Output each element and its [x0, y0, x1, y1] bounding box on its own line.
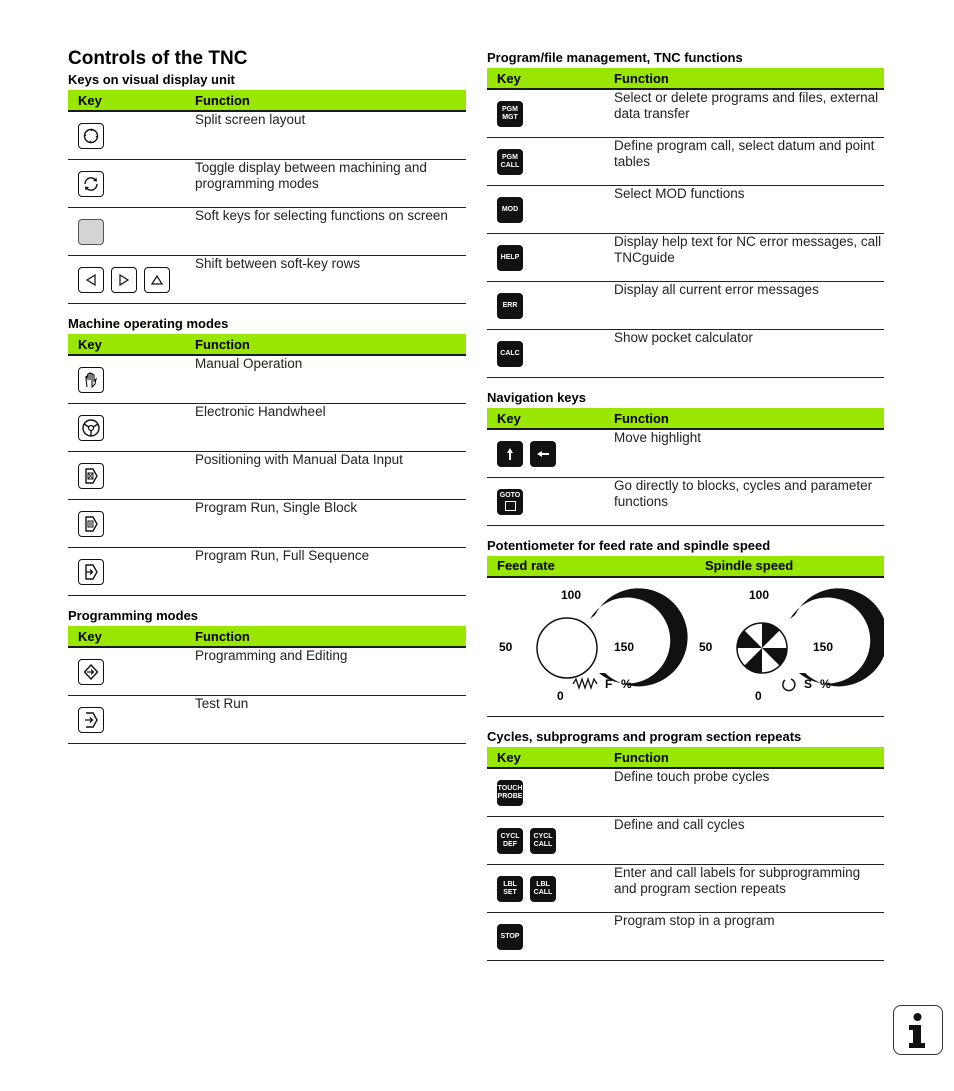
- cursor-left-icon[interactable]: [530, 441, 556, 467]
- function-text: Toggle display between machining and programming modes: [195, 160, 466, 208]
- table-row: [68, 696, 466, 744]
- key-label-line: CALL: [500, 161, 520, 169]
- section-title-program-mgmt: Program/file management, TNC functions: [487, 50, 743, 65]
- function-text: Go directly to blocks, cycles and parameter functions: [614, 478, 884, 526]
- potentiometer-header: [487, 556, 884, 578]
- pgm-mgt-key[interactable]: [497, 101, 523, 127]
- table-row: [68, 452, 466, 500]
- key-label-line: MGT: [502, 113, 518, 121]
- right-column: [487, 48, 884, 961]
- function-text: Programming and Editing: [195, 647, 466, 696]
- table-row: [68, 647, 466, 696]
- table-programming-modes: [68, 626, 466, 744]
- function-text: Display all current error messages: [614, 282, 884, 330]
- spindle-scale-100: 100: [749, 588, 770, 602]
- table-row: [68, 548, 466, 596]
- feed-scale-100: 100: [561, 588, 582, 602]
- header-key: Key: [487, 408, 614, 429]
- table-row: [68, 404, 466, 452]
- key-label: [533, 833, 552, 849]
- header-key: Key: [487, 68, 614, 89]
- table-row: [68, 256, 466, 304]
- function-text: Program stop in a program: [614, 913, 884, 961]
- function-text: Split screen layout: [195, 111, 466, 160]
- page-title: Controls of the TNC: [68, 48, 248, 69]
- key-label-line: DEF: [503, 840, 517, 848]
- key-label: [501, 254, 520, 262]
- section-title-programming-modes: Programming modes: [68, 608, 199, 623]
- table-row: [487, 768, 884, 817]
- feed-rate-dial[interactable]: [537, 588, 688, 686]
- key-label-line: LBL: [503, 880, 517, 888]
- key-label-line: PGM: [502, 153, 518, 161]
- full-sequence-icon[interactable]: [78, 559, 104, 585]
- table-row: [68, 355, 466, 404]
- goto-key-label: GOTO: [499, 492, 521, 499]
- function-text: Show pocket calculator: [614, 330, 884, 378]
- header-key: Key: [68, 334, 195, 355]
- table-row: [68, 111, 466, 160]
- cycl-call-key[interactable]: [530, 828, 556, 854]
- spindle-percent: %: [820, 677, 831, 691]
- table-program-mgmt: [487, 68, 884, 378]
- spindle-speed-dial[interactable]: [737, 588, 884, 686]
- handwheel-icon[interactable]: [78, 415, 104, 441]
- programming-editing-icon[interactable]: [78, 659, 104, 685]
- feed-letter: F: [605, 677, 613, 691]
- header-function: Function: [614, 747, 884, 768]
- lbl-call-key[interactable]: [530, 876, 556, 902]
- table-row: [487, 234, 884, 282]
- key-label-line: TOUCH: [497, 784, 523, 792]
- goto-box-icon: [505, 501, 516, 511]
- arrow-up-icon[interactable]: [144, 267, 170, 293]
- manual-operation-icon[interactable]: [78, 367, 104, 393]
- table-row: [487, 186, 884, 234]
- feed-scale-0: 0: [557, 689, 564, 703]
- function-text: Shift between soft-key rows: [195, 256, 466, 304]
- function-text: Define touch probe cycles: [614, 768, 884, 817]
- function-text: Select MOD functions: [614, 186, 884, 234]
- table-row: [487, 429, 884, 478]
- header-function: Function: [195, 90, 466, 111]
- mdi-icon[interactable]: [78, 463, 104, 489]
- feed-percent: %: [621, 677, 632, 691]
- calc-key[interactable]: [497, 341, 523, 367]
- feed-rate-header: Feed rate: [497, 558, 555, 573]
- key-label: [534, 881, 553, 897]
- function-text: Define and call cycles: [614, 817, 884, 865]
- key-label: [501, 933, 520, 941]
- section-title-navigation: Navigation keys: [487, 390, 586, 405]
- key-label-line: LBL: [536, 880, 550, 888]
- test-run-icon[interactable]: [78, 707, 104, 733]
- function-text: Electronic Handwheel: [195, 404, 466, 452]
- section-title-machine-modes: Machine operating modes: [68, 316, 229, 331]
- key-label-line: MOD: [501, 205, 519, 213]
- table-row: [487, 913, 884, 961]
- key-label: [502, 106, 518, 122]
- spindle-scale-150: 150: [813, 640, 834, 654]
- feed-spring-icon: [573, 679, 597, 688]
- table-row: [487, 817, 884, 865]
- arrow-right-icon[interactable]: [111, 267, 137, 293]
- goto-key[interactable]: [497, 489, 523, 515]
- potentiometer-panel: [487, 578, 884, 717]
- table-row: [487, 89, 884, 138]
- section-title-cycles: Cycles, subprograms and program section repeats: [487, 729, 802, 744]
- spindle-scale-0: 0: [755, 689, 762, 703]
- section-title-potentiometer: Potentiometer for feed rate and spindle speed: [487, 538, 771, 553]
- left-column: [68, 48, 466, 744]
- table-row: [68, 160, 466, 208]
- key-label: [500, 833, 519, 849]
- table-row: [487, 282, 884, 330]
- table-cycles: [487, 747, 884, 961]
- spindle-speed-header: Spindle speed: [705, 558, 794, 573]
- single-block-icon[interactable]: [78, 511, 104, 537]
- err-key[interactable]: [497, 293, 523, 319]
- function-text: Display help text for NC error messages, call TNCguide: [614, 234, 884, 282]
- key-label-line: HELP: [500, 253, 520, 261]
- mod-key[interactable]: [497, 197, 523, 223]
- header-key: Key: [487, 747, 614, 768]
- potentiometer-dials: [487, 578, 884, 716]
- function-text: Program Run, Single Block: [195, 500, 466, 548]
- table-row: [487, 865, 884, 913]
- function-text: Test Run: [195, 696, 466, 744]
- key-label: [498, 785, 523, 801]
- section-title-visual-display: Keys on visual display unit: [68, 72, 235, 87]
- key-label: [503, 881, 517, 897]
- lbl-set-key[interactable]: [497, 876, 523, 902]
- toggle-mode-icon[interactable]: [78, 171, 104, 197]
- function-text: Soft keys for selecting functions on screen: [195, 208, 466, 256]
- table-machine-modes: [68, 334, 466, 596]
- stop-key[interactable]: [497, 924, 523, 950]
- key-label-line: CYCL: [533, 832, 553, 840]
- key-label-line: CALC: [500, 349, 520, 357]
- spindle-rotation-icon: [783, 679, 795, 691]
- header-function: Function: [614, 408, 884, 429]
- header-function: Function: [614, 68, 884, 89]
- table-row: [487, 478, 884, 526]
- spindle-letter: S: [804, 677, 813, 691]
- touch-probe-key[interactable]: [497, 780, 523, 806]
- function-text: Select or delete programs and files, external data transfer: [614, 89, 884, 138]
- key-label: [501, 154, 520, 170]
- key-label-line: STOP: [500, 932, 520, 940]
- key-label-line: PROBE: [497, 792, 523, 800]
- cycl-def-key[interactable]: [497, 828, 523, 854]
- table-row: [487, 330, 884, 378]
- function-text: Enter and call labels for subprogramming and program section repeats: [614, 865, 884, 913]
- table-row: [68, 500, 466, 548]
- header-key: Key: [68, 90, 195, 111]
- function-text: Move highlight: [614, 429, 884, 478]
- help-key[interactable]: [497, 245, 523, 271]
- header-function: Function: [195, 334, 466, 355]
- arrow-left-icon[interactable]: [78, 267, 104, 293]
- function-text: Manual Operation: [195, 355, 466, 404]
- feed-scale-50: 50: [499, 640, 513, 654]
- cursor-up-icon[interactable]: [497, 441, 523, 467]
- key-label: [502, 206, 518, 214]
- key-label: [500, 350, 519, 358]
- softkey-blank-icon[interactable]: [78, 219, 104, 245]
- feed-scale-150: 150: [614, 640, 635, 654]
- key-label-line: SET: [503, 888, 517, 896]
- key-label-line: CYCL: [500, 832, 520, 840]
- table-row: [487, 138, 884, 186]
- header-function: Function: [195, 626, 466, 647]
- table-navigation: [487, 408, 884, 526]
- key-label: [503, 302, 518, 310]
- table-row: [68, 208, 466, 256]
- function-text: Program Run, Full Sequence: [195, 548, 466, 596]
- header-key: Key: [68, 626, 195, 647]
- key-label-line: CALL: [533, 888, 553, 896]
- pgm-call-key[interactable]: [497, 149, 523, 175]
- split-screen-icon[interactable]: [78, 123, 104, 149]
- key-label-line: CALL: [533, 840, 553, 848]
- function-text: Positioning with Manual Data Input: [195, 452, 466, 500]
- key-label-line: PGM: [502, 105, 518, 113]
- key-label-line: ERR: [502, 301, 518, 309]
- spindle-scale-50: 50: [699, 640, 713, 654]
- table-visual-display: [68, 90, 466, 304]
- info-icon: [893, 1005, 943, 1055]
- function-text: Define program call, select datum and point tables: [614, 138, 884, 186]
